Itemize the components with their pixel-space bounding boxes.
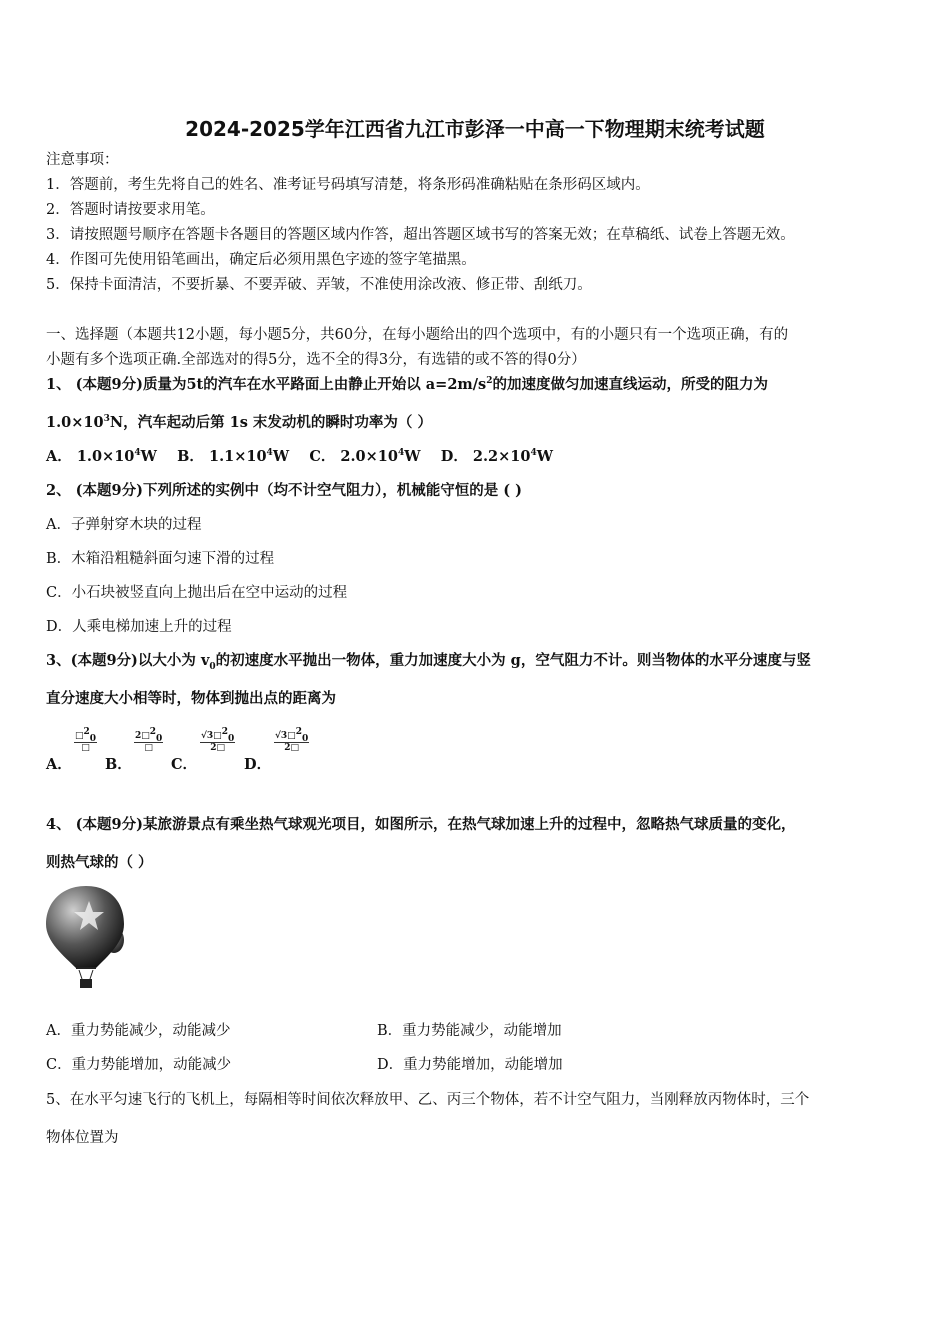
q3-option-a-fraction: □$^2_0$ □: [75, 727, 97, 753]
q1-text: 1、 (本题9分)质量为5t的汽车在水平路面上由静止开始以 a=2m/s: [46, 376, 487, 393]
q1-exponent: 3: [103, 414, 110, 425]
question-1-stem: [46, 375, 768, 395]
notice-item: 1．答题前，考生先将自己的姓名、准考证号码填写清楚，将条形码准确粘贴在条形码区域内。: [46, 177, 650, 193]
q1-option-a: A． $1.0\times 10^4W$: [46, 448, 157, 465]
page-title: 2024-2025学年江西省九江市彭泽一中高一下物理期末统考试题: [185, 117, 765, 141]
notice-item: 2．答题时请按要求用笔。: [46, 202, 215, 218]
q4-option-a: A．重力势能减少，动能减少: [46, 1023, 231, 1039]
q3-option-a-label: A．: [46, 756, 72, 773]
q1-text: 的加速度做匀加速直线运动，所受的阻力为: [492, 376, 768, 393]
q3-option-b-fraction: 2□$^2_0$ □: [135, 727, 163, 753]
notice-item: 4．作图可先使用铅笔画出，确定后必须用黑色字迹的签字笔描黑。: [46, 252, 476, 268]
q1-option-d: D． $2.2\times 10^4W$: [440, 448, 554, 465]
question-1-stem-cont: [46, 413, 432, 433]
q1-text: N，汽车起动后第 1s 末发动机的瞬时功率为（ ）: [109, 414, 432, 431]
question-2-stem: 2、 (本题9分)下列所述的实例中（均不计空气阻力），机械能守恒的是 ( ): [46, 482, 523, 499]
notice-heading: 注意事项：: [46, 152, 119, 168]
question-3-stem: [46, 651, 811, 671]
section-instructions: 一、选择题（本题共12小题，每小题5分，共60分，在每小题给出的四个选项中，有的小题只有一个选项正确，有的: [46, 327, 789, 343]
question-1-options: [46, 447, 553, 467]
q2-option-d: D．人乘电梯加速上升的过程: [46, 619, 232, 635]
q3-option-c-label: C．: [171, 756, 198, 773]
q1-text: 1.0×10: [46, 414, 104, 431]
q2-option-a: A．子弹射穿木块的过程: [46, 517, 202, 533]
hot-air-balloon-image: [46, 884, 126, 989]
q3-option-b-label: B．: [105, 756, 132, 773]
question-4-stem-cont: 则热气球的（ ）: [46, 854, 153, 871]
question-4-stem: 4、 (本题9分)某旅游景点有乘坐热气球观光项目，如图所示，在热气球加速上升的过程中，忽略热气球质量的变化，: [46, 816, 796, 833]
question-3-stem-cont: 直分速度大小相等时，物体到抛出点的距离为: [46, 690, 336, 707]
q1-exponent: 2: [486, 376, 493, 387]
q3-text: 3、(本题9分)以大小为 v: [46, 652, 210, 669]
notice-item: 5．保持卡面清洁，不要折暴、不要弄破、弄皱，不准使用涂改液、修正带、刮纸刀。: [46, 277, 592, 293]
q3-subscript: 0: [209, 661, 216, 672]
q4-option-d: D．重力势能增加，动能增加: [377, 1057, 563, 1073]
q3-option-d-fraction: $\frac{√3□^2_0}{2□}$: [275, 727, 309, 753]
question-5-stem: 5、在水平匀速飞行的飞机上，每隔相等时间依次释放甲、乙、丙三个物体，若不计空气阻力，当刚释放丙物体时，三个: [46, 1092, 810, 1108]
q2-option-b: B．木箱沿粗糙斜面匀速下滑的过程: [46, 551, 275, 567]
question-5-stem-cont: 物体位置为: [46, 1130, 119, 1146]
q4-option-c: C．重力势能增加，动能减少: [46, 1057, 232, 1073]
section-instructions: 小题有多个选项正确.全部选对的得5分，选不全的得3分，有选错的或不答的得0分）: [46, 352, 586, 368]
q3-option-d-label: D．: [244, 756, 272, 773]
q3-option-c-fraction: $\frac{√3□^2_0}{2□}$: [201, 727, 235, 753]
q3-text: 的初速度水平抛出一物体，重力加速度大小为 g，空气阻力不计。则当物体的水平分速度与竖: [215, 652, 811, 669]
notice-item: 3．请按照题号顺序在答题卡各题目的答题区域内作答，超出答题区域书写的答案无效；在草稿纸、试卷上答题无效。: [46, 227, 795, 243]
q1-option-b: B． $1.1\times 10^4W$: [177, 448, 290, 465]
q2-option-c: C．小石块被竖直向上抛出后在空中运动的过程: [46, 585, 348, 601]
q4-option-b: B．重力势能减少，动能增加: [377, 1023, 562, 1039]
q1-option-c: C． $2.0\times 10^4W$: [309, 448, 421, 465]
